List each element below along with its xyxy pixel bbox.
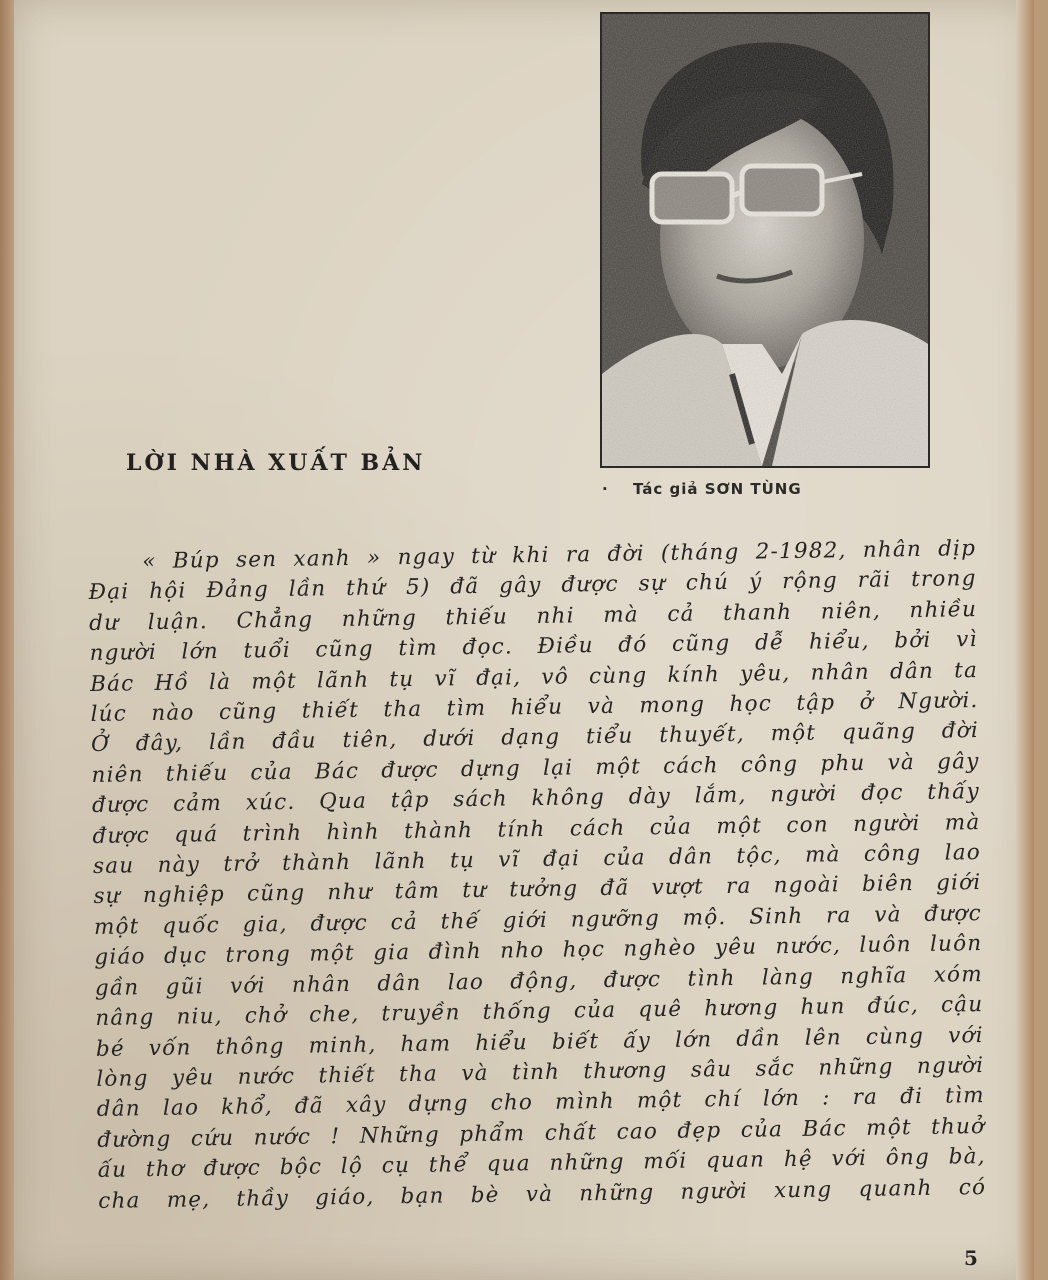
body-paragraph	[88, 534, 986, 1217]
text-line: người lớn tuổi cũng tìm đọc. Điều đó cũng dễ hiểu, bởi vì	[89, 627, 978, 667]
page-number: 5	[964, 1246, 978, 1270]
text-line: Ở đây, lần đầu tiên, dưới dạng tiểu thuyết, một quãng đời	[90, 718, 980, 758]
text-line: dư luận. Chẳng những thiếu nhi mà cả thanh niên, nhiều	[88, 596, 978, 636]
book-page	[14, 0, 1034, 1280]
text-line: một quốc gia, được cả thế giới ngưỡng mộ. Sinh ra và được	[93, 900, 983, 940]
page-edge	[1016, 0, 1034, 1280]
text-line: dân lao khổ, đã xây dựng cho mình một chí lớn : ra đi tìm	[96, 1083, 985, 1123]
text-line: giáo dục trong một gia đình nho học nghèo yêu nước, luôn luôn	[94, 931, 983, 971]
text-line: Đại hội Đảng lần thứ 5) đã gây được sự chú ý rộng rãi trong	[88, 566, 977, 606]
portrait-caption	[602, 480, 932, 498]
text-line: lòng yêu nước thiết tha và tình thương sâu sắc những người	[96, 1052, 985, 1092]
text-line: niên thiếu của Bác được dựng lại một cách công phu và gây	[91, 748, 980, 788]
section-title: LỜI NHÀ XUẤT BẢN	[126, 450, 426, 476]
text-line: ấu thơ được bộc lộ cụ thể qua những mối quan hệ với ông bà,	[97, 1144, 986, 1184]
text-line: được quá trình hình thành tính cách của một con người mà	[92, 809, 981, 849]
author-portrait-photo	[600, 12, 930, 468]
text-line: được cảm xúc. Qua tập sách không dày lắm, người đọc thấy	[91, 779, 981, 819]
text-line: nâng niu, chở che, truyền thống của quê hương hun đúc, cậu	[95, 992, 984, 1032]
caption-text: Tác giả SƠN TÙNG	[632, 480, 802, 498]
text-line: bé vốn thông minh, ham hiểu biết ấy lớn dần lên cùng với	[95, 1022, 984, 1062]
text-line: sự nghiệp cũng như tâm tư tưởng đã vượt ra ngoài biên giới	[93, 870, 982, 910]
text-line: sau này trở thành lãnh tụ vĩ đại của dân tộc, mà công lao	[92, 840, 982, 880]
text-line: cha mẹ, thầy giáo, bạn bè và những người xung quanh có	[98, 1174, 987, 1214]
caption-bullet: ·	[602, 480, 609, 498]
text-line: « Búp sen xanh » ngay từ khi ra đời (tháng 2-1982, nhân dịp	[142, 536, 977, 575]
text-line: Bác Hồ là một lãnh tụ vĩ đại, vô cùng kính yêu, nhân dân ta	[89, 657, 979, 697]
text-line: đường cứu nước ! Những phẩm chất cao đẹp của Bác một thuở	[97, 1113, 986, 1153]
text-line: gần gũi với nhân dân lao động, được tình làng nghĩa xóm	[94, 961, 984, 1001]
text-line: lúc nào cũng thiết tha tìm hiểu và mong học tập ở Người.	[90, 688, 979, 728]
